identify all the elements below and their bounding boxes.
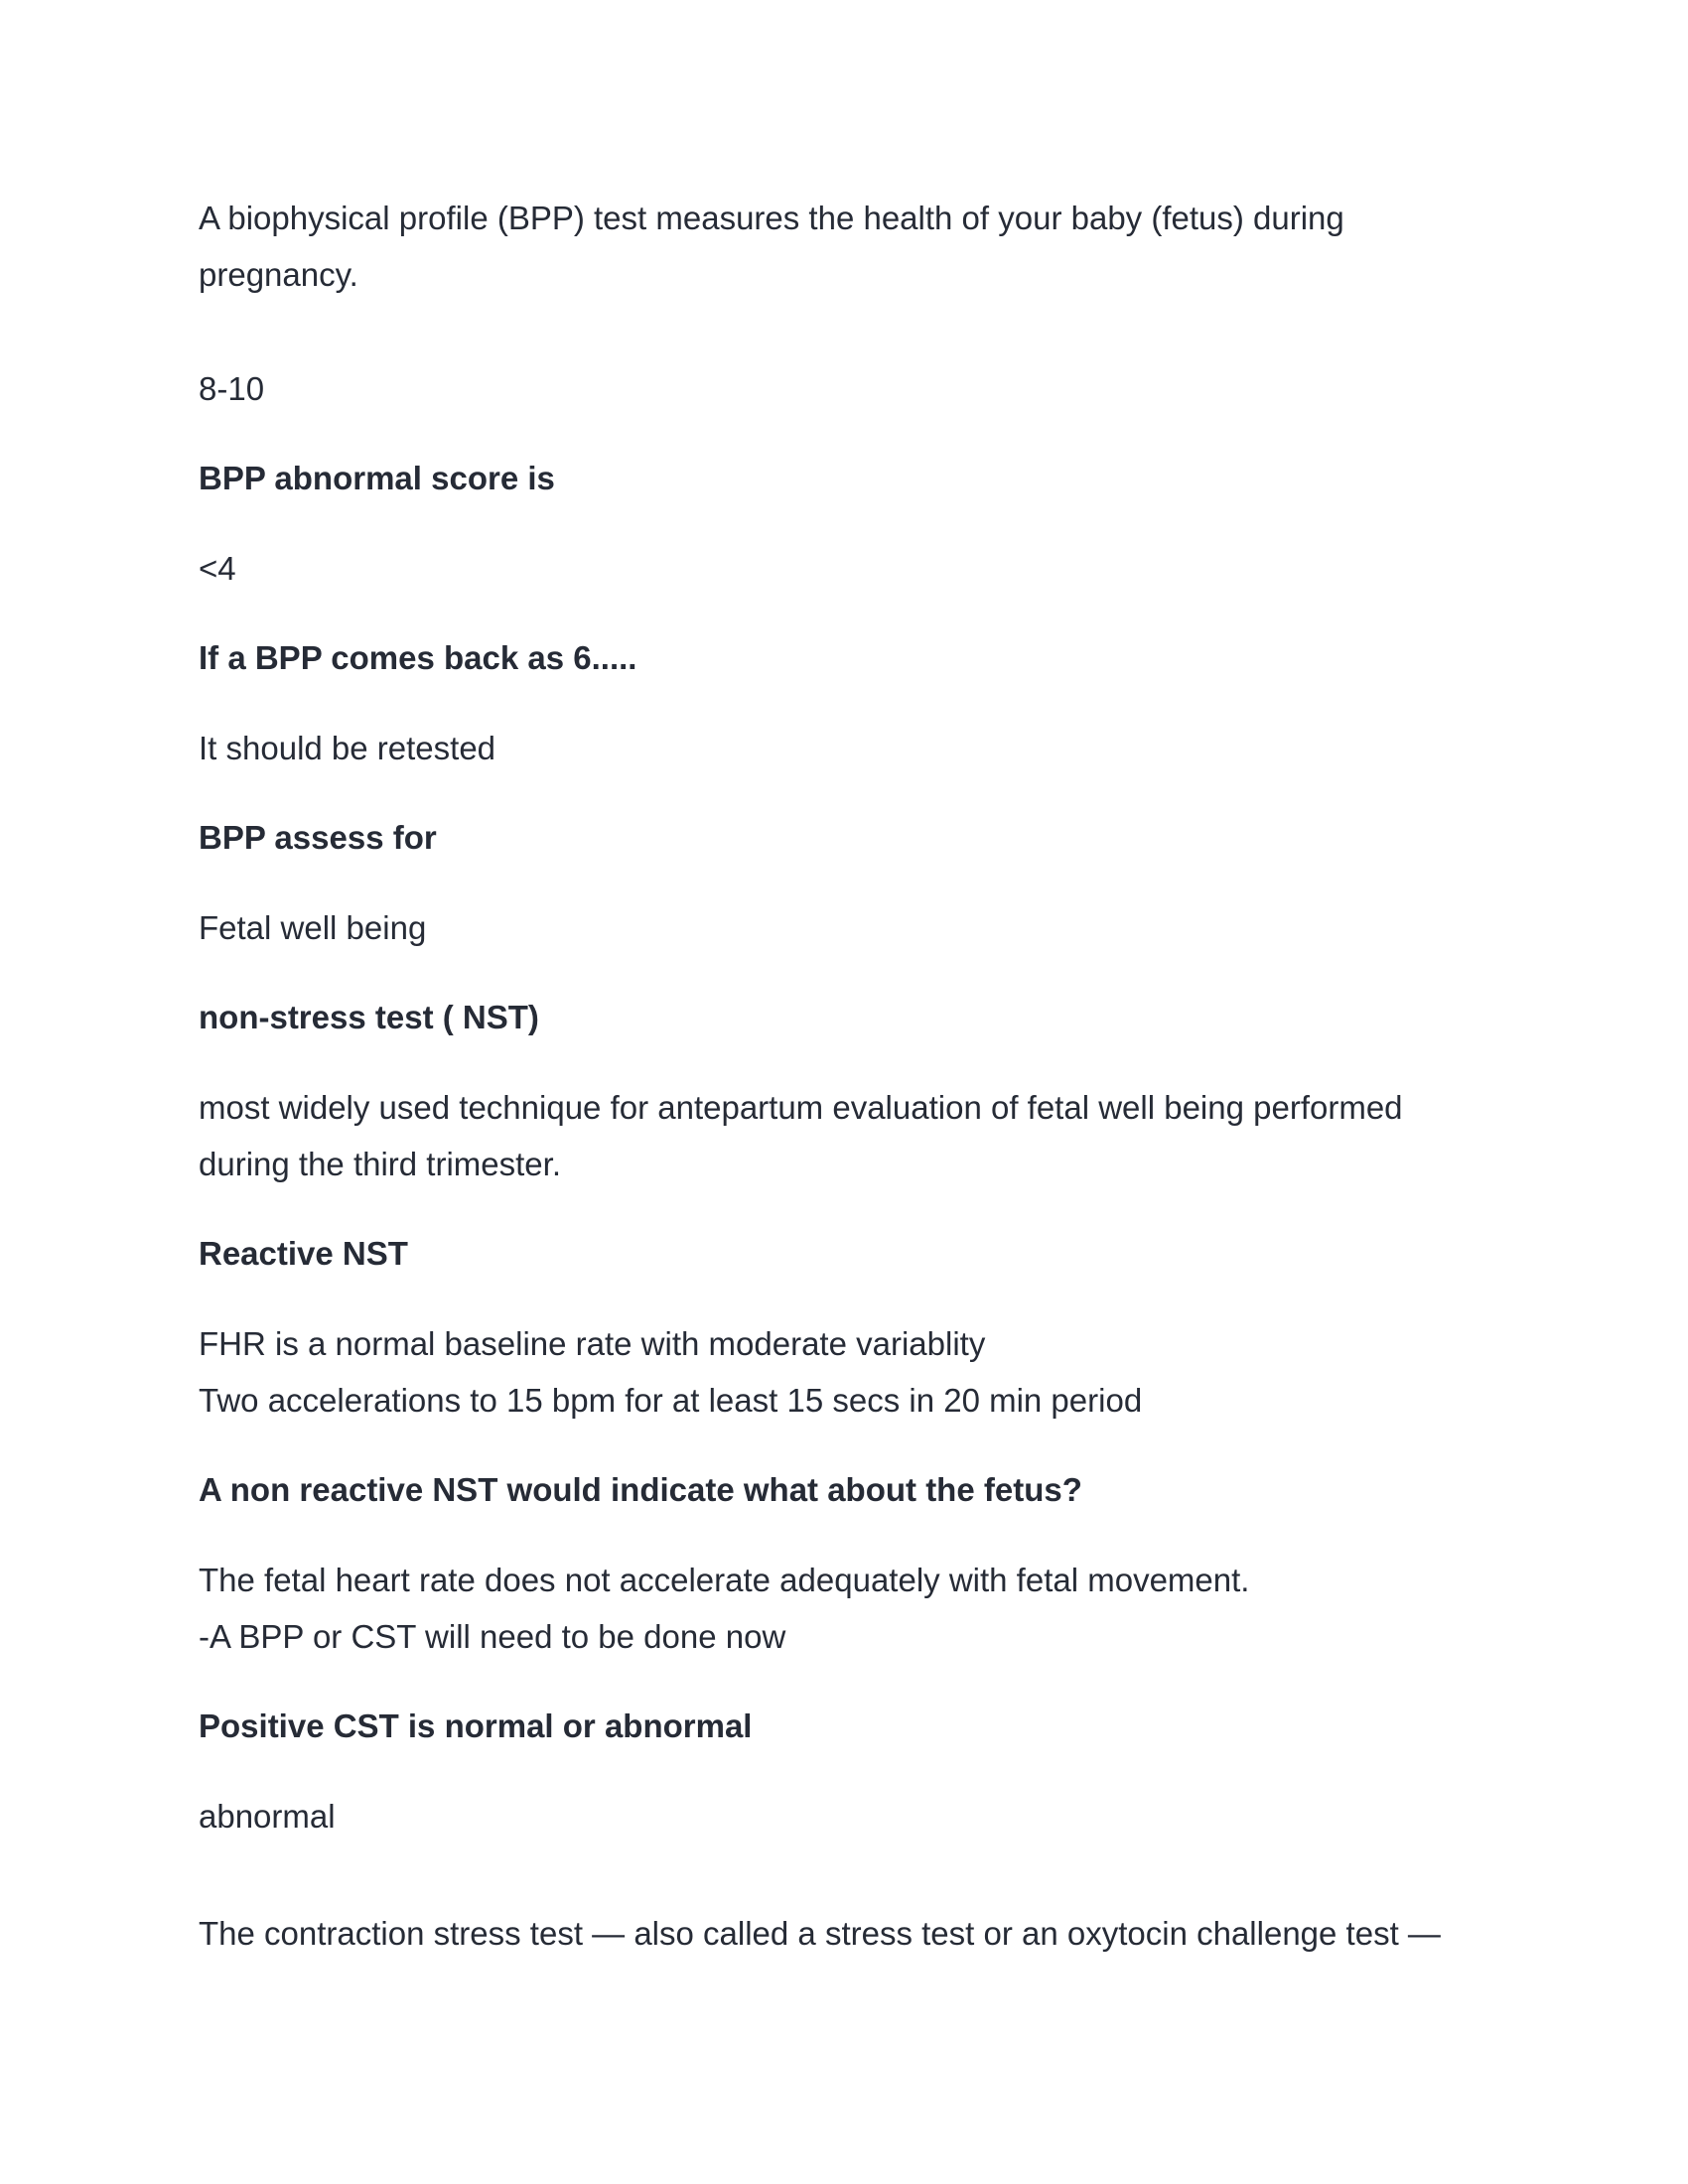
answer-7: abnormal <box>199 1798 336 1835</box>
answer-4-line-2: during the third trimester. <box>199 1146 561 1182</box>
closing-paragraph: The contraction stress test — also called a stress test or an oxytocin challenge test — <box>199 1915 1441 1952</box>
question-5: Reactive NST <box>199 1235 408 1272</box>
question-2: If a BPP comes back as 6..... <box>199 639 637 676</box>
answer-6-line-1: The fetal heart rate does not accelerate adequately with fetal movement. <box>199 1562 1250 1598</box>
normal-score-text: 8-10 <box>199 370 265 407</box>
answer-5 <box>199 1315 1489 1429</box>
answer-3: Fetal well being <box>199 909 427 946</box>
answer-4 <box>199 1079 1489 1192</box>
answer-5-line-2: Two accelerations to 15 bpm for at least 15 secs in 20 min period <box>199 1382 1143 1419</box>
question-4: non-stress test ( NST) <box>199 999 539 1035</box>
question-3: BPP assess for <box>199 819 437 856</box>
intro-paragraph <box>199 190 1489 303</box>
question-7: Positive CST is normal or abnormal <box>199 1707 753 1744</box>
question-6: A non reactive NST would indicate what about the fetus? <box>199 1471 1082 1508</box>
intro-line-2: pregnancy. <box>199 256 358 293</box>
answer-6 <box>199 1552 1489 1665</box>
answer-6-line-2: -A BPP or CST will need to be done now <box>199 1618 786 1655</box>
answer-5-line-1: FHR is a normal baseline rate with moderate variablity <box>199 1325 986 1362</box>
question-1: BPP abnormal score is <box>199 460 555 496</box>
answer-4-line-1: most widely used technique for antepartum evaluation of fetal well being performed <box>199 1089 1403 1126</box>
answer-1: <4 <box>199 550 236 587</box>
answer-2: It should be retested <box>199 730 496 766</box>
intro-line-1: A biophysical profile (BPP) test measures the health of your baby (fetus) during <box>199 200 1344 236</box>
